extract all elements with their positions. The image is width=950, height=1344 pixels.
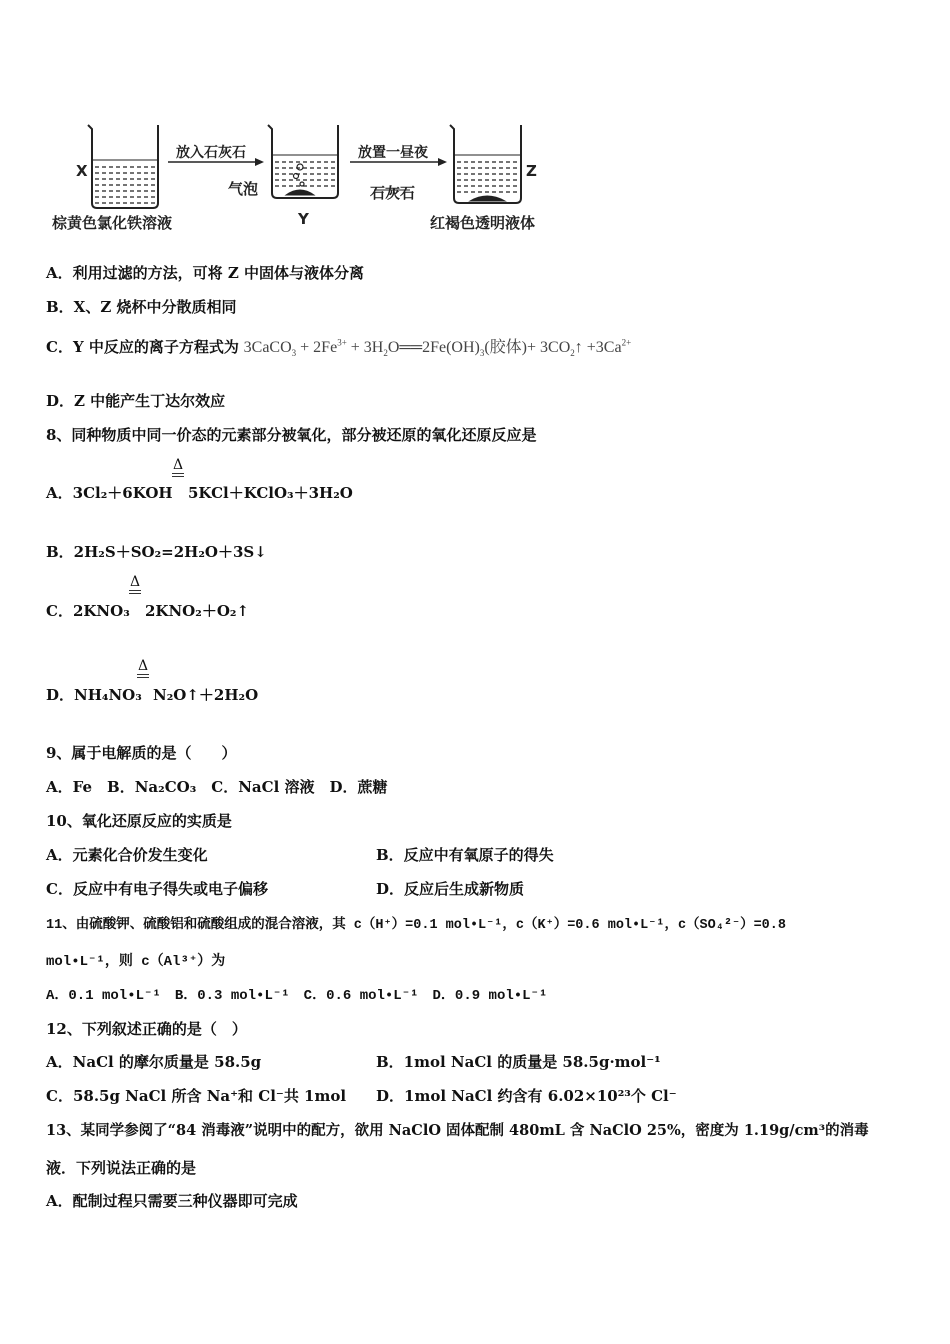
q13-line1: 13、某同学参阅了“84 消毒液”说明中的配方，欲用 NaClO 固体配制 480mL 含 NaClO 25%，密度为 1.19g/cm³的消毒 [46,1122,869,1139]
bubble-label: 气泡 [228,180,259,198]
q8-c-products: 2KNO₂＋O₂↑ [145,602,250,620]
beaker-y [268,125,338,198]
q11-options: A．0.1 mol•L⁻¹ B．0.3 mol•L⁻¹ C．0.6 mol•L⁻¹ D．0.9 mol•L⁻¹ [46,988,548,1004]
q12-option-c: C．58.5g NaCl 所含 Na⁺和 Cl⁻共 1mol [46,1087,347,1105]
q10-stem: 10、氧化还原反应的实质是 [46,812,232,830]
q12-stem: 12、下列叙述正确的是（ ） [46,1020,247,1038]
q9-stem: 9、属于电解质的是（ ） [46,744,237,762]
label-y: Y [298,210,309,228]
q8-c-heat-sign: Δ [127,575,143,594]
q10-option-b: B．反应中有氧原子的得失 [376,846,554,864]
beaker-z [450,125,521,203]
q7-option-c [46,334,631,358]
q8-option-b: B．2H₂S＋SO₂=2H₂O＋3S↓ [46,543,267,561]
label-x: X [76,162,88,180]
q8-option-c: C．2KNO₃ [46,602,130,620]
caption-right: 红褐色透明液体 [430,214,536,232]
q10-option-a: A．元素化合价发生变化 [46,846,208,864]
stone-label: 石灰石 [370,184,416,202]
q11-line1: 11、由硫酸钾、硫酸铝和硫酸组成的混合溶液，其 c（H⁺）=0.1 mol•L⁻¹，c（K⁺）=0.6 mol•L⁻¹，c（SO₄²⁻）=0.8 [46,918,786,933]
q7-ionic-equation: 3CaCO$_3$ + $2Fe^{3+}$ + $3H_2O══2Fe(OH)_3$(胶体)+ $3CO_2↑ +3Ca^{2+}$ [243,337,632,359]
arrow2-text: 放置一昼夜 [358,145,428,161]
q10-option-d: D．反应后生成新物质 [376,880,525,898]
q11-line2: mol•L⁻¹，则 c（Al³⁺）为 [46,954,226,970]
q12-option-b: B．1mol NaCl 的质量是 58.5g·mol⁻¹ [376,1053,661,1071]
q9-options: A．Fe B．Na₂CO₃ C．NaCl 溶液 D．蔗糖 [46,778,388,796]
q8-stem: 8、同种物质中同一价态的元素部分被氧化，部分被还原的氧化还原反应是 [46,426,537,444]
q13-option-a: A．配制过程只需要三种仪器即可完成 [46,1192,298,1210]
q8-option-a: A．3Cl₂＋6KOH [46,484,173,502]
q12-option-a: A．NaCl 的摩尔质量是 58.5g [46,1053,262,1071]
q12-option-d: D．1mol NaCl 约含有 6.02×10²³个 Cl⁻ [376,1087,677,1105]
caption-left: 棕黄色氯化铁溶液 [52,214,173,232]
q8-a-products: 5KCl＋KClO₃＋3H₂O [188,484,353,502]
q7-option-a: A．利用过滤的方法，可将 Z 中固体与液体分离 [46,264,365,282]
q8-a-heat-sign: Δ [170,458,186,477]
q8-option-d: D．NH₄NO₃ [46,686,142,704]
beaker-x [88,125,158,208]
q8-d-products: N₂O↑＋2H₂O [153,686,259,704]
q10-option-c: C．反应中有电子得失或电子偏移 [46,880,268,898]
q7-option-c-label: C．Y 中反应的离子方程式为 [46,338,239,356]
q8-a-reactants: 3Cl₂＋6KOH [72,484,173,502]
q13-line2: 液．下列说法正确的是 [46,1159,197,1177]
q7-option-b: B．X、Z 烧杯中分散质相同 [46,298,237,316]
q8-d-heat-sign: Δ [135,659,151,678]
q8-c-reactants: 2KNO₃ [72,602,130,620]
q7-option-d: D．Z 中能产生丁达尔效应 [46,392,226,410]
label-z: Z [526,162,537,180]
arrow1-text: 放入石灰石 [176,145,246,161]
q8-d-reactants: NH₄NO₃ [74,686,142,704]
